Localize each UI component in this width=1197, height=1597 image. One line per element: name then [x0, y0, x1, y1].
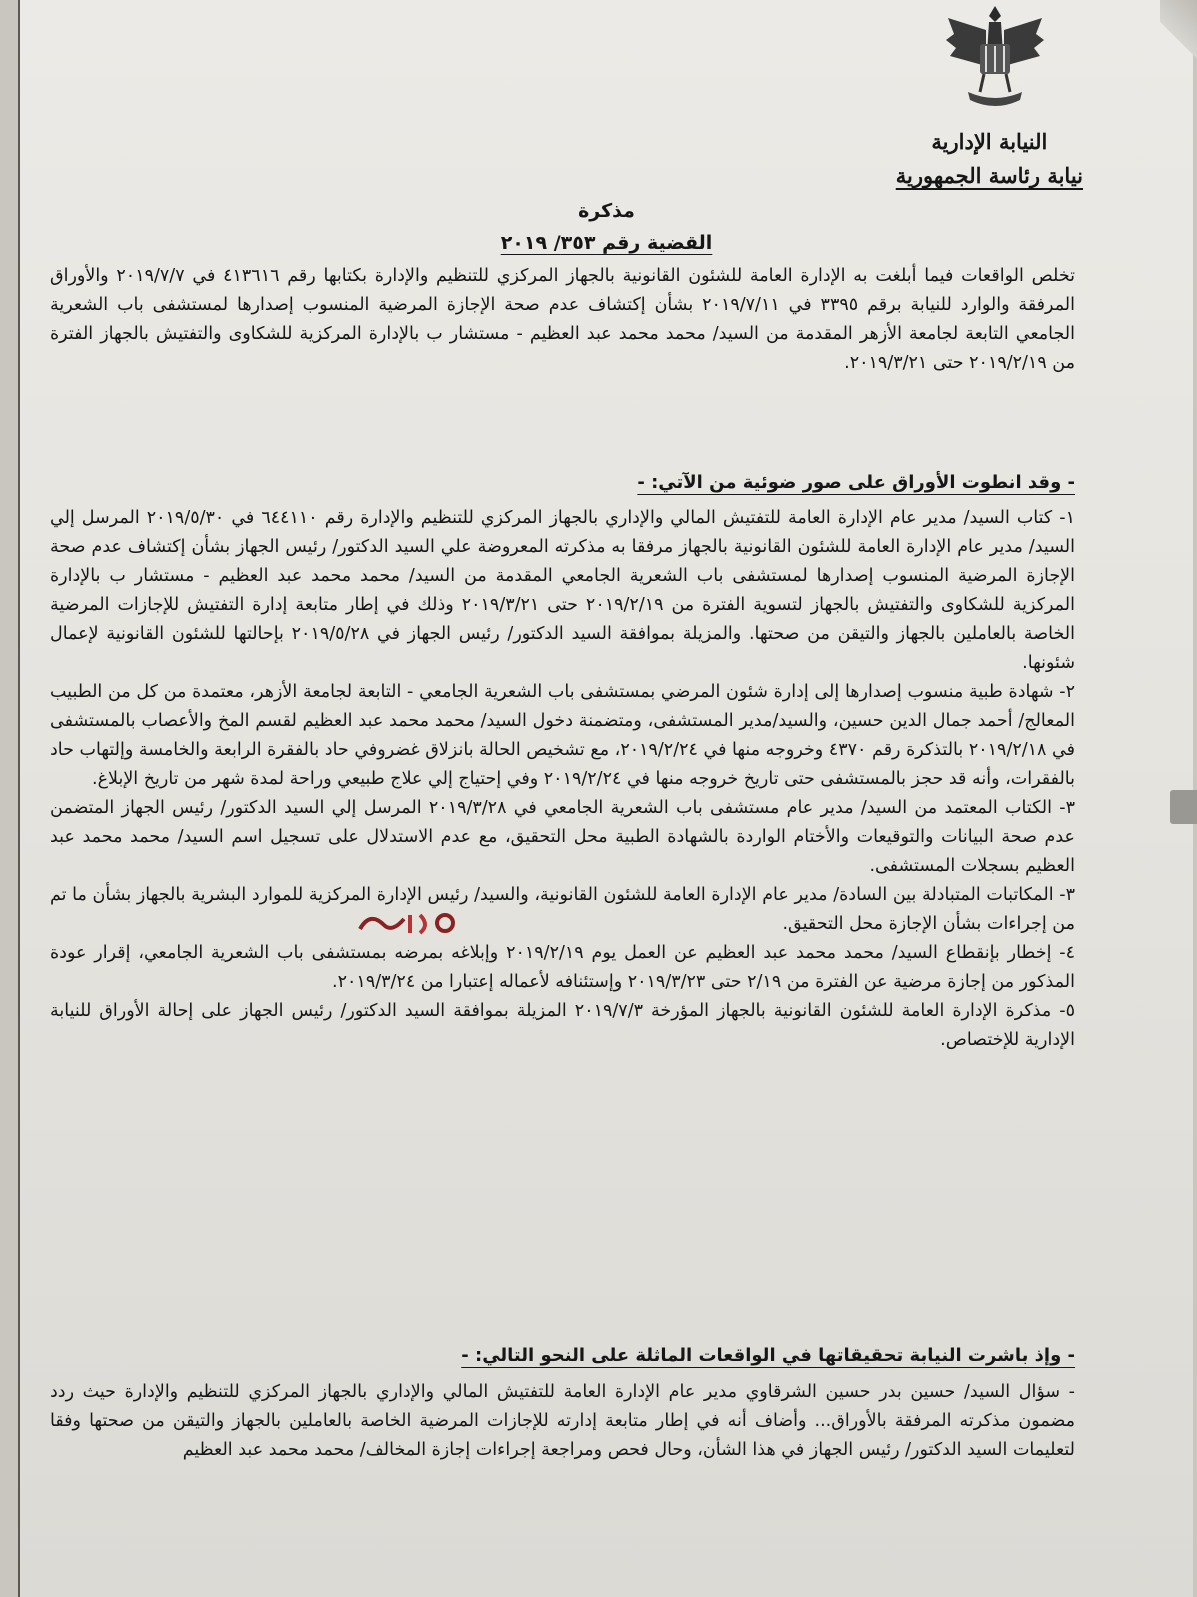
memo-title: مذكرة [578, 200, 635, 222]
office-name: نيابة رئاسة الجمهورية [895, 163, 1083, 188]
page-corner-fold [1160, 0, 1197, 60]
eagle-emblem-icon [940, 0, 1050, 118]
office-header [896, 125, 1083, 193]
document-item: ٤- إخطار بإنقطاع السيد/ محمد محمد عبد العظيم عن العمل يوم ٢٠١٩/٢/١٩ وإبلاغه بمرضه بمستشفى باب الشعرية الجامعي، إقرار عودة المذكور من إجازة مرضية عن الفترة من ٢/١٩ حتى ٢٠١٩/٣/٢٣ وإستئنافه لأعماله إعتبارا من ٢٠١٩/٣/٢٤. [50, 943, 1075, 992]
authority-name: النيابة الإدارية [931, 129, 1048, 154]
document-item: ٣- الكتاب المعتمد من السيد/ مدير عام مستشفى باب الشعرية الجامعي في ٢٠١٩/٣/٢٨ المرسل إلي السيد الدكتور/ رئيس الجهاز المتضمن عدم صحة البيانات والتوقيعات والأختام الواردة بالشهادة الطبية محل التحقيق، مع عدم الاستدلال على تسجيل اسم السيد/ محمد محمد عبد العظيم بسجلات المستشفى. [50, 798, 1075, 876]
documents-heading: - وقد انطوت الأوراق على صور ضوئية من الآتي: - [637, 472, 1075, 493]
document-item: ٥- مذكرة الإدارة العامة للشئون القانونية بالجهاز المؤرخة ٢٠١٩/٧/٣ المزيلة بموافقة السيد الدكتور/ رئيس الجهاز على إحالة الأوراق للنيابة الإدارية للإختصاص. [50, 1001, 1075, 1050]
document-item: ٣- المكاتبات المتبادلة بين السادة/ مدير عام الإدارة العامة للشئون القانونية، والسيد/ رئيس الإدارة المركزية للموارد البشرية بالجهاز بشأن ما تم من إجراءات بشأن الإجازة محل التحقيق. [50, 885, 1075, 934]
documents-list [50, 504, 1075, 1055]
investigation-paragraph: - سؤال السيد/ حسين بدر حسين الشرقاوي مدير عام الإدارة العامة للتفتيش المالي والإداري بالجهاز المركزي للتنظيم والإدارة حيث ردد مضمون مذكرته المرفقة بالأوراق... وأضاف أنه في إطار متابعة إدارته للإجازات المرضية الخاصة بالعاملين بالجهاز والتيقن من صحتها وفقا لتعليمات السيد الدكتور/ رئيس الجهاز في هذا الشأن، وحال فحص ومراجعة إجراءات إجازة المخالف/ محمد محمد عبد العظيم [50, 1382, 1075, 1460]
site-watermark-logo [350, 905, 470, 939]
intro-paragraph: تخلص الواقعات فيما أبلغت به الإدارة العامة للشئون القانونية بالجهاز المركزي للتنظيم والإدارة بكتابها رقم ٤١٣٦١٦ في ٢٠١٩/٧/٧ والأوراق المرفقة والوارد للنيابة برقم ٣٣٩٥ في ٢٠١٩/٧/١١ بشأن إكتشاف عدم صحة الإجازة المرضية المنسوب إصدارها لمستشفى باب الشعرية الجامعي التابعة لجامعة الأزهر المقدمة من السيد/ محمد محمد عبد العظيم - مستشار ب بالإدارة المركزية للشكاوى والتفتيش بالجهاز الفترة من ٢٠١٩/٢/١٩ حتى ٢٠١٩/٣/٢١. [50, 266, 1075, 373]
case-number: القضية رقم ٣٥٣/ ٢٠١٩ [500, 232, 713, 254]
binder-clip [1170, 790, 1197, 824]
document-page [18, 0, 1193, 1597]
investigation-heading: - وإذ باشرت النيابة تحقيقاتها في الواقعات الماثلة على النحو التالي: - [461, 1345, 1075, 1366]
document-item: ١- كتاب السيد/ مدير عام الإدارة العامة للتفتيش المالي والإداري بالجهاز المركزي للتنظيم والإدارة رقم ٦٤٤١١٠ في ٢٠١٩/٥/٣٠ المرسل إلي السيد/ مدير عام الإدارة العامة للشئون القانونية بالجهاز مرفقا به مذكرته المعروضة علي السيد الدكتور/ رئيس الجهاز بشأن إكتشاف عدم صحة الإجازة المرضية المنسوب إصدارها لمستشفى باب الشعرية الجامعي المقدمة من السيد/ محمد محمد عبد العظيم - مستشار ب بالإدارة المركزية للشكاوى والتفتيش بالجهاز لتسوية الفترة من ٢٠١٩/٢/١٩ حتى ٢٠١٩/٣/٢١ وذلك في إطار متابعة إدارة التفتيش للإجازات المرضية الخاصة بالعاملين بالجهاز والتيقن من صحتها. والمزيلة بموافقة السيد الدكتور/ رئيس الجهاز في ٢٠١٩/٥/٢٨ بإحالتها للشئون القانونية لإعمال شئونها. [50, 508, 1075, 673]
document-item: ٢- شهادة طبية منسوب إصدارها إلى إدارة شئون المرضي بمستشفى باب الشعرية الجامعي - التابعة لجامعة الأزهر، معتمدة من كل من الطبيب المعالج/ أحمد جمال الدين حسين، والسيد/مدير المستشفى، ومتضمنة دخول السيد/ محمد محمد عبد العظيم لقسم المخ والأعصاب بالمستشفى في ٢٠١٩/٢/١٨ بالتذكرة رقم ٤٣٧٠ وخروجه منها في ٢٠١٩/٢/٢٤، مع تشخيص الحالة بانزلاق غضروفي حاد بالفقرة الرابعة والخامسة وإلتهاب حاد بالفقرات، وأنه قد حجز بالمستشفى حتى تاريخ خروجه منها في ٢٠١٩/٢/٢٤ وفي إحتياج إلي علاج طبيعي وراحة لمدة شهر من تاريخ الإبلاغ. [50, 682, 1075, 789]
